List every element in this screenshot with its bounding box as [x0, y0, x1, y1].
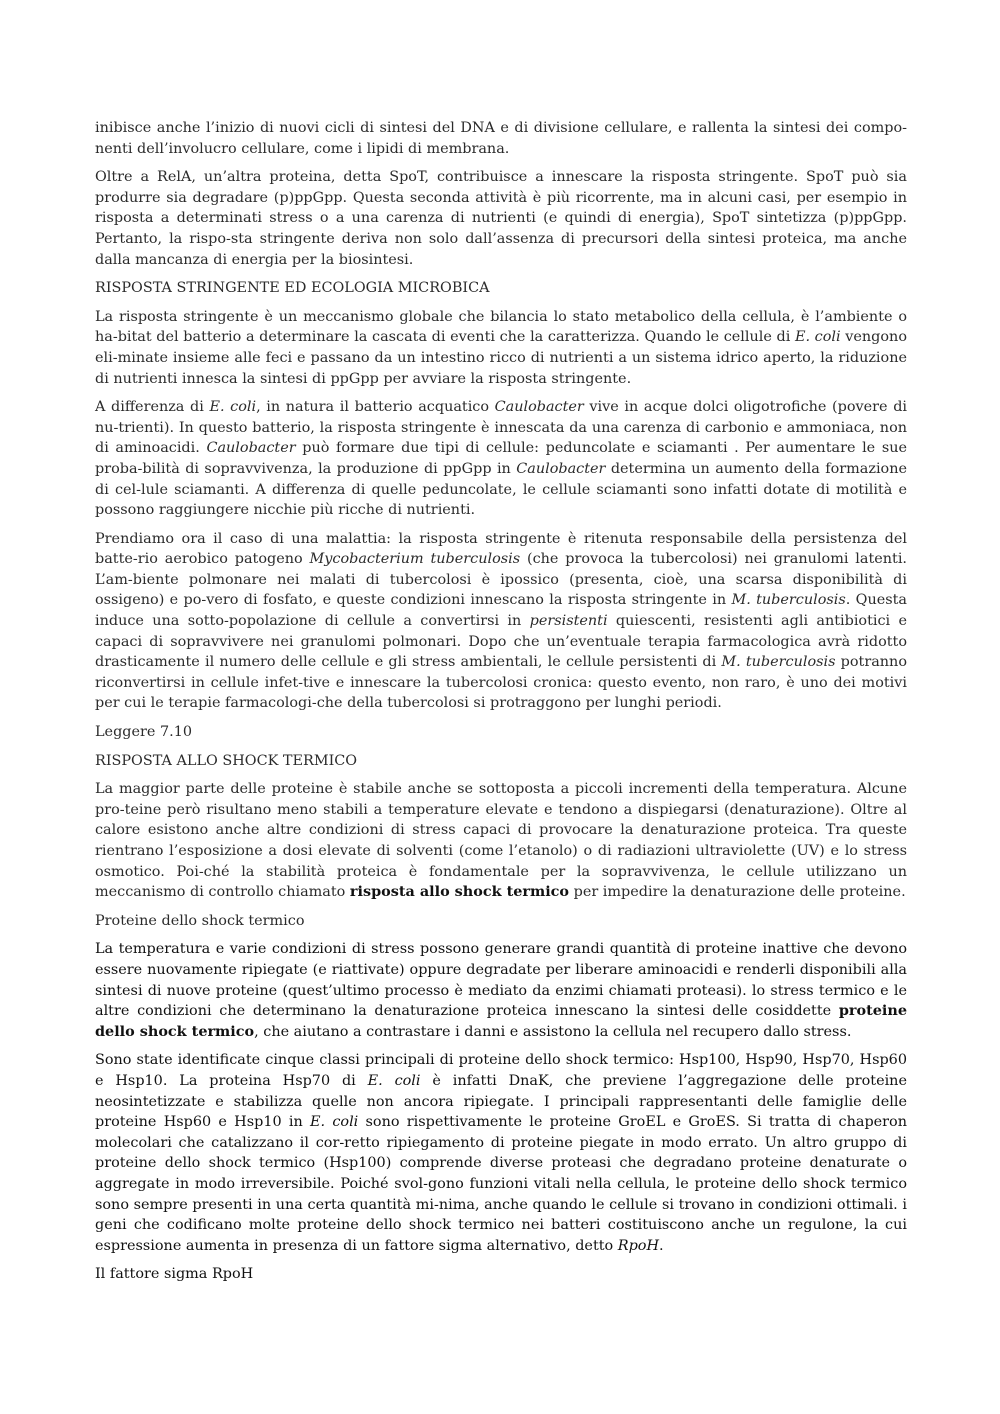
paragraph-protein-stability: La maggior parte delle proteine è stabile anche se sottoposta a piccoli incrementi della temperatura. Alcune pro-teine però risultano meno stabili a temperature elevate e tendono a dispiegarsi (denaturazione). Oltre al calore esistono anche altre condizioni di stress capaci di provocare la denaturazione proteica. Tra queste rientrano l’esposizione a dosi elevate di solventi (come l’etanolo) o di radiazioni ultraviolette (UV) e lo stress osmotico. Poi-ché la stabilità proteica è fondamentale per la sopravvivenza, le cellule utilizzano un meccanismo di controllo chiamato risposta allo shock termico per impedire la denaturazione delle proteine.	[95, 781, 907, 901]
reading-note: Leggere 7.10	[95, 724, 193, 741]
heading-heat-shock-proteins: Proteine dello shock termico	[95, 912, 305, 929]
document-page	[95, 118, 907, 1293]
paragraph-stress-conditions: La temperatura e varie condizioni di stress possono generare grandi quantità di proteine inattive che devono essere nuovamente ripiegate (e riattivate) oppure degradate per liberare aminoacidi e renderli disponibili alla sintesi di nuove proteine (quest’ultimo processo è mediato da enzimi chiamati proteasi). lo stress termico e le altre condizioni che determinano la denaturazione proteica innescano la sintesi delle cosiddette proteine dello shock termico, che aiutano a contrastare i danni e assistono la cellula nel recupero dallo stress.	[95, 941, 907, 1040]
paragraph-caulobacter: A differenza di E. coli, in natura il batterio acquatico Caulobacter vive in acque dolci oligotrofiche (povere di nu-trienti). In questo batterio, la risposta stringente è innescata da una carenza di carbonio e ammoniaca, non di aminoacidi. Caulobacter può formare due tipi di cellule: peduncolate e sciamanti . Per aumentare le sue proba-bilità di sopravvivenza, la produzione di ppGpp in Caulobacter determina un aumento della formazione di cel-lule sciamanti. A differenza di quelle peduncolate, le cellule sciamanti sono infatti dotate di motilità e possono raggiungere nicchie più ricche di nutrienti.	[95, 399, 908, 519]
heading-stringent-ecology: RISPOSTA STRINGENTE ED ECOLOGIA MICROBICA	[95, 280, 490, 297]
heading-heat-shock-response: RISPOSTA ALLO SHOCK TERMICO	[95, 752, 358, 769]
paragraph-stringent-global: La risposta stringente è un meccanismo globale che bilancia lo stato metabolico della cellula, è l’ambiente o ha-bitat del batterio a determinare la cascata di eventi che la caratterizza. Quando le cellule di E. coli vengono eli-minate insieme alle feci e passano da un intestino ricco di nutrienti a un sistema idrico aperto, la riduzione di nutrienti innesca la sintesi di ppGpp per avviare la risposta stringente.	[95, 308, 907, 387]
paragraph-dna-synthesis: inibisce anche l’inizio di nuovi cicli di sintesi del DNA e di divisione cellulare, e rallenta la sintesi dei compo-nenti dell’involucro cellulare, come i lipidi di membrana.	[95, 120, 907, 157]
paragraph-tuberculosis: Prendiamo ora il caso di una malattia: la risposta stringente è ritenuta responsabile della persistenza del batte-rio aerobico patogeno Mycobacterium tuberculosis (che provoca la tubercolosi) nei granulomi latenti. L’am-biente polmonare nei malati di tubercolosi è ipossico (presenta, cioè, una scarsa disponibilità di ossigeno) e po-vero di fosfato, e queste condizioni innescano la risposta stringente in M. tuberculosis. Questa induce una sotto-popolazione di cellule a convertirsi in persistenti quiescenti, resistenti agli antibiotici e capaci di sopravvivere nei granulomi polmonari. Dopo che un’eventuale terapia farmacologica avrà ridotto drasticamente il numero delle cellule e gli stress ambientali, le cellule persistenti di M. tuberculosis potranno riconvertirsi in cellule infet-tive e innescare la tubercolosi cronica: questo evento, non raro, è uno dei motivi per cui le terapie farmacologi-che della tubercolosi si protraggono per lunghi periodi.	[95, 530, 907, 712]
heading-sigma-factor-rpoh: Il fattore sigma RpoH	[95, 1266, 254, 1283]
paragraph-hsp-classes: Sono state identificate cinque classi principali di proteine dello shock termico: Hsp100, Hsp90, Hsp70, Hsp60 e Hsp10. La proteina Hsp70 di E. coli è infatti DnaK, che previene l’aggregazione delle proteine neosintetizzate e stabilizza quelle non ancora ripiegate. I principali rappresentanti delle famiglie delle proteine Hsp60 e Hsp10 in E. coli sono rispettivamente le proteine GroEL e GroES. Si tratta di chaperon molecolari che catalizzano il cor-retto ripiegamento di proteine piegate in modo errato. Un altro gruppo di proteine dello shock termico (Hsp100) comprende diverse proteasi che degradano proteine denaturate o aggregate in modo irreversibile. Poiché svol-gono funzioni vitali nella cellula, le proteine dello shock termico sono sempre presenti in una certa quantità mi-nima, anche quando le cellule si trovano in condizioni ottimali. i geni che codificano molte proteine dello shock termico nei batteri costituiscono anche un regulone, la cui espressione aumenta in presenza di un fattore sigma alternativo, detto RpoH.	[95, 1052, 907, 1254]
paragraph-spot-protein: Oltre a RelA, un’altra proteina, detta SpoT, contribuisce a innescare la risposta stringente. SpoT può sia produrre sia degradare (p)ppGpp. Questa seconda attività è più ricorrente, ma in alcuni casi, per esempio in risposta a determinati stress o a una carenza di nutrienti (e quindi di energia), SpoT sintetizza (p)ppGpp. Pertanto, la rispo-sta stringente deriva non solo dall’assenza di precursori della sintesi proteica, ma anche dalla mancanza di energia per la biosintesi.	[95, 169, 907, 268]
